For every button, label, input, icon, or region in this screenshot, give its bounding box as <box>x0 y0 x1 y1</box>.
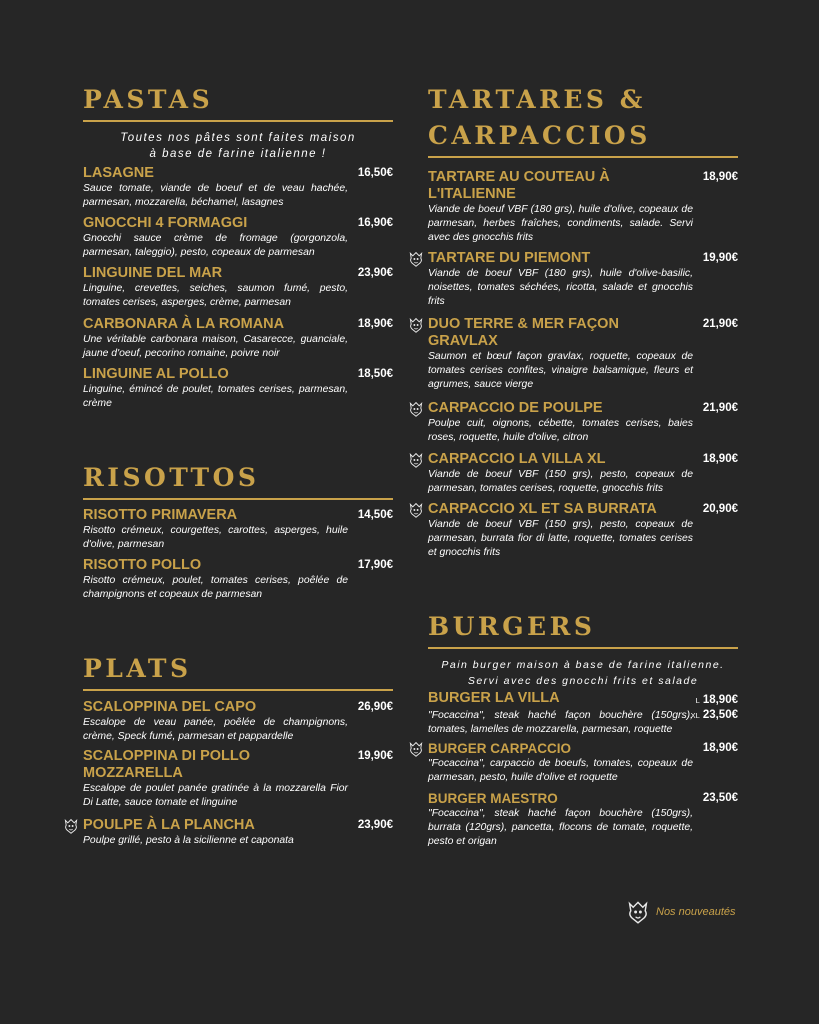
lion-crest-icon <box>408 401 424 417</box>
menu-item-poulpe-plancha <box>83 817 393 848</box>
pastas-intro <box>83 130 393 162</box>
item-price: 23,90€ <box>357 819 393 831</box>
size-label: XL <box>690 711 700 720</box>
burgers-rule <box>428 647 738 649</box>
item-description: Linguine, émincé de poulet, tomates cerises, parmesan, crème <box>83 384 348 409</box>
item-name: BURGER LA VILLA <box>428 690 560 706</box>
burgers-intro <box>428 657 738 689</box>
risottos-title: RISOTTOS <box>83 463 260 492</box>
item-price: 19,90€ <box>357 750 393 762</box>
item-description: "Focaccina", steak haché façon bouchère (150grs), tomates, lamelles de mozzarella, parmesan, roquette <box>428 710 693 735</box>
lion-crest-icon <box>408 452 424 468</box>
item-description: Gnocchi sauce crème de fromage (gorgonzola, parmesan, taleggio), pesto, copeaux de parmesan <box>83 233 348 258</box>
menu-item-carpaccio-villa-xl <box>428 451 738 496</box>
risottos-section <box>83 460 393 500</box>
legend <box>626 900 736 924</box>
menu-item-scaloppina-pollo <box>83 748 393 810</box>
item-description: Viande de boeuf VBF (180 grs), huile d'olive-basilic, noisettes, tomates séchées, ricotta, salade et gnocchis frits <box>428 268 693 307</box>
item-price: 23,90€ <box>357 267 393 279</box>
item-description: Saumon et bœuf façon gravlax, roquette, copeaux de tomates cerises confites, vinaigre balsamique, fleurs et agrumes, sauce vierge <box>428 351 693 390</box>
menu-item-carpaccio-poulpe <box>428 400 738 445</box>
item-name: RISOTTO POLLO <box>83 557 202 573</box>
menu-item-risotto-pollo <box>83 557 393 602</box>
item-name: GNOCCHI 4 FORMAGGI <box>83 215 248 231</box>
pastas-title: PASTAS <box>83 85 214 114</box>
lion-crest-icon <box>408 741 424 757</box>
item-description: Viande de boeuf VBF (150 grs), pesto, copeaux de parmesan, burrata fior di latte, roquette, tomates cerises et gnocchis frits <box>428 519 693 558</box>
item-price: 18,90€ <box>702 453 738 465</box>
legend-text: Nos nouveautés <box>656 906 736 918</box>
menu-item-lasagne <box>83 165 393 210</box>
item-description: Viande de boeuf VBF (150 grs), pesto, copeaux de parmesan, tomates cerises, roquette, gnocchis frits <box>428 469 693 494</box>
menu-item-scaloppina-capo <box>83 699 393 744</box>
item-description: Risotto crémeux, courgettes, carottes, asperges, huile d'olive, parmesan <box>83 525 348 550</box>
plats-title: PLATS <box>83 654 192 683</box>
burgers-intro-line1: Pain burger maison à base de farine italienne. <box>441 659 725 671</box>
menu-item-burger-la-villa <box>428 690 738 737</box>
lion-crest-icon <box>408 502 424 518</box>
tartares-title-line2: CARPACCIOS <box>428 121 651 150</box>
item-name: TARTARE AU COUTEAU À L'ITALIENNE <box>428 169 610 202</box>
item-description: Une véritable carbonara maison, Casarecce, guanciale, jaune d'oeuf, pecorino romaine, poivre noir <box>83 334 348 359</box>
item-price: 18,90€ <box>357 318 393 330</box>
lion-crest-icon <box>408 251 424 267</box>
item-name: CARPACCIO LA VILLA XL <box>428 451 606 467</box>
menu-item-risotto-primavera <box>83 507 393 552</box>
plats-section <box>83 651 393 691</box>
item-name: LINGUINE AL POLLO <box>83 366 229 382</box>
item-price: 17,90€ <box>357 559 393 571</box>
item-price: 19,90€ <box>702 252 738 264</box>
pastas-intro-line1: Toutes nos pâtes sont faites maison <box>120 132 356 144</box>
lion-crest-icon <box>626 900 650 924</box>
item-price: 26,90€ <box>357 701 393 713</box>
item-price: 14,50€ <box>357 509 393 521</box>
item-price: 18,90€ <box>702 742 738 754</box>
pastas-section <box>83 82 393 162</box>
item-description: Escalope de veau panée, poêlée de champignons, crème, Speck fumé, parmesan et pappardelle <box>83 717 348 742</box>
lion-crest-icon <box>408 317 424 333</box>
item-price: 18,90€ <box>702 694 738 706</box>
item-description: Viande de boeuf VBF (180 grs), huile d'olive, copeaux de parmesan, herbes fraîches, condiments, salade. Servi avec des gnocchis frits <box>428 204 693 243</box>
tartares-title-line1: TARTARES & <box>428 85 646 114</box>
item-price: 23,50€ <box>702 792 738 804</box>
item-name: BURGER CARPACCIO <box>428 741 572 756</box>
pastas-intro-line2: à base de farine italienne ! <box>149 148 327 160</box>
item-description: Poulpe cuit, oignons, cébette, tomates cerises, baies roses, roquette, huile d'olive, citron <box>428 418 693 443</box>
item-description: Escalope de poulet panée gratinée à la mozzarella Fior Di Latte, sauce tomate et linguine <box>83 783 348 808</box>
item-name: TARTARE DU PIEMONT <box>428 250 591 266</box>
item-name: LASAGNE <box>83 165 154 181</box>
item-description: Linguine, crevettes, seiches, saumon fumé, pesto, tomates cerises, asperges, crème, parmesan <box>83 283 348 308</box>
menu-item-duo-terre-mer <box>428 316 738 392</box>
item-name: SCALOPPINA DEL CAPO <box>83 699 257 715</box>
item-name: SCALOPPINA DI POLLO MOZZARELLA <box>83 748 251 781</box>
size-label: L <box>695 696 700 705</box>
menu-item-burger-carpaccio <box>428 740 738 785</box>
item-name: DUO TERRE & MER FAÇON GRAVLAX <box>428 316 619 349</box>
item-description: "Focaccina", carpaccio de boeufs, tomates, copeaux de parmesan, pesto, huile d'olive et roquette <box>428 758 693 783</box>
burgers-section <box>428 609 738 689</box>
item-price: 21,90€ <box>702 318 738 330</box>
menu-item-linguine-del-mar <box>83 265 393 310</box>
menu-item-carbonara <box>83 316 393 361</box>
lion-crest-icon <box>63 818 79 834</box>
item-name: RISOTTO PRIMAVERA <box>83 507 238 523</box>
menu-item-tartare-couteau <box>428 169 738 245</box>
item-name: LINGUINE DEL MAR <box>83 265 223 281</box>
item-name: CARPACCIO XL ET SA BURRATA <box>428 501 657 517</box>
menu-item-tartare-piemont <box>428 250 738 309</box>
plats-rule <box>83 689 393 691</box>
tartares-section <box>428 82 738 158</box>
menu-item-gnocchi <box>83 215 393 260</box>
item-price: 21,90€ <box>702 402 738 414</box>
item-price: 18,50€ <box>357 368 393 380</box>
item-price: 16,90€ <box>357 217 393 229</box>
pastas-rule <box>83 120 393 122</box>
item-name: POULPE À LA PLANCHA <box>83 817 255 833</box>
item-price-group <box>691 690 738 723</box>
item-name: CARBONARA À LA ROMANA <box>83 316 285 332</box>
item-price: 16,50€ <box>357 167 393 179</box>
item-price: 18,90€ <box>702 171 738 183</box>
menu-item-burger-maestro <box>428 790 738 849</box>
risottos-rule <box>83 498 393 500</box>
menu-item-linguine-pollo <box>83 366 393 411</box>
burgers-intro-line2: Servi avec des gnocchi frits et salade <box>467 675 699 687</box>
item-name: CARPACCIO DE POULPE <box>428 400 603 416</box>
tartares-rule <box>428 156 738 158</box>
item-description: Risotto crémeux, poulet, tomates cerises, poêlée de champignons et copeaux de parmesan <box>83 575 348 600</box>
item-name: BURGER MAESTRO <box>428 791 558 806</box>
item-price: 20,90€ <box>702 503 738 515</box>
item-description: Poulpe grillé, pesto à la sicilienne et caponata <box>83 835 294 846</box>
item-description: "Focaccina", steak haché façon bouchère (150grs), burrata (120grs), pancetta, flocons de tomate, roquette, pesto et origan <box>428 808 693 847</box>
item-description: Sauce tomate, viande de boeuf et de veau hachée, parmesan, mozzarella, béchamel, lasagnes <box>83 183 348 208</box>
menu-item-carpaccio-burrata <box>428 501 738 560</box>
item-price: 23,50€ <box>702 709 738 721</box>
burgers-title: BURGERS <box>428 612 596 641</box>
